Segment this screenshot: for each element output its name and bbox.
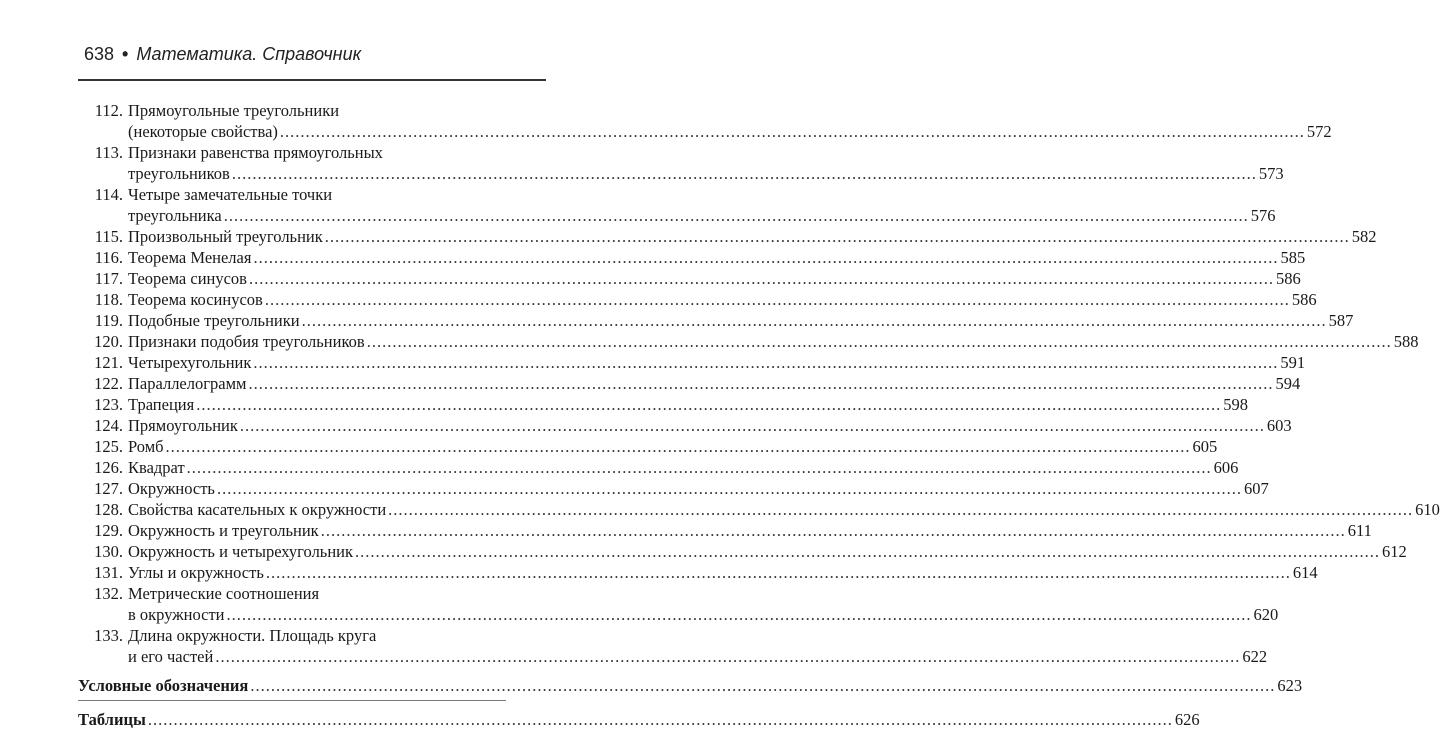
toc-entry-title: треугольников: [128, 164, 230, 183]
toc-entry-title: Свойства касательных к окружности: [128, 500, 387, 519]
header-rule: [78, 79, 546, 81]
toc-entry: [78, 184, 1276, 226]
dot-leader: ........................................................................................................................................................................................................: [216, 479, 1242, 498]
dot-leader: ........................................................................................................................................................................................................: [186, 458, 1212, 477]
toc-entry-number: 122.: [94, 374, 123, 393]
toc-entry: [78, 331, 1419, 352]
toc-entry-number: 120.: [94, 332, 123, 351]
toc-entry-title: Теорема косинусов: [128, 290, 263, 309]
toc-entry: [78, 478, 1269, 499]
toc-entry-page: 598: [1223, 395, 1248, 414]
toc-entry-number: 116.: [94, 248, 123, 267]
toc-entry-title: Квадрат: [128, 458, 185, 477]
toc-entry-page: 611: [1347, 521, 1372, 540]
dot-leader: ........................................................................................................................................................................................................: [248, 269, 1274, 288]
section-divider: [78, 700, 506, 701]
page-number: 638: [84, 44, 115, 64]
toc-entry: [78, 247, 1306, 268]
toc-entry-title: Прямоугольные треугольники: [128, 101, 340, 120]
toc-entry-page: 572: [1306, 122, 1332, 141]
toc-entry-number: 113.: [94, 143, 123, 162]
dot-leader: ........................................................................................................................................................................................................: [264, 290, 1290, 309]
toc-entry-title: Четыре замечательные точки: [128, 185, 333, 204]
toc-entry-page: 573: [1258, 164, 1284, 183]
toc-entry-title: (некоторые свойства): [128, 122, 278, 141]
toc-entry-title: Подобные треугольники: [128, 311, 300, 330]
toc-entry: [78, 520, 1372, 541]
dot-leader: ........................................................................................................................................................................................................: [388, 500, 1414, 519]
toc-section: [78, 675, 1303, 696]
toc-section-page: 626: [1174, 710, 1200, 729]
toc-entry-title: Признаки подобия треугольников: [128, 332, 365, 351]
toc-entry: [78, 289, 1317, 310]
toc-entry: [78, 541, 1407, 562]
toc-entry-number: 119.: [94, 311, 123, 330]
header-bullet: •: [122, 44, 129, 64]
toc-entry-number: 133.: [94, 626, 123, 645]
toc-entry-title: Углы и окружность: [128, 563, 264, 582]
toc-entry: [78, 142, 1284, 184]
toc-entry: [78, 583, 1279, 625]
dot-leader: ........................................................................................................................................................................................................: [239, 416, 1265, 435]
toc-entry: [78, 226, 1377, 247]
toc-entry: [78, 394, 1248, 415]
toc-entry: [78, 562, 1318, 583]
dot-leader: ........................................................................................................................................................................................................: [320, 521, 1346, 540]
toc-entry-number: 126.: [94, 458, 123, 477]
dot-leader: ........................................................................................................................................................................................................: [165, 437, 1191, 456]
toc-entry-title: Окружность и четырехугольник: [128, 542, 353, 561]
dot-leader: ........................................................................................................................................................................................................: [253, 353, 1279, 372]
toc-entry: [78, 352, 1306, 373]
toc-entry-number: 130.: [94, 542, 123, 561]
toc-entry: [78, 499, 1440, 520]
toc-entry-title: Признаки равенства прямоугольных: [128, 143, 383, 162]
toc-entry-number: 123.: [94, 395, 123, 414]
toc-section: [78, 709, 1200, 730]
toc-entry: [78, 415, 1292, 436]
dot-leader: ........................................................................................................................................................................................................: [248, 374, 1274, 393]
toc-entry-title: Трапеция: [128, 395, 195, 414]
toc-entry-page: 606: [1213, 458, 1239, 477]
toc-entry-title: Теорема Менелая: [128, 248, 252, 267]
dot-leader: ........................................................................................................................................................................................................: [279, 122, 1305, 141]
toc-entry-title: Ромб: [128, 437, 164, 456]
toc-entry: [78, 625, 1268, 667]
toc-entry-number: 132.: [94, 584, 123, 603]
toc-entry-title: Метрические соотношения: [128, 584, 320, 603]
toc-entry-number: 131.: [94, 563, 123, 582]
dot-leader: ........................................................................................................................................................................................................: [231, 164, 1257, 183]
dot-leader: ........................................................................................................................................................................................................: [355, 542, 1380, 561]
toc-entry-page: 591: [1280, 353, 1306, 372]
toc-entry-page: 605: [1192, 437, 1218, 456]
toc-entry-title: в окружности: [128, 605, 225, 624]
toc-entry-page: 576: [1250, 206, 1276, 225]
dot-leader: ........................................................................................................................................................................................................: [324, 227, 1350, 246]
toc-entry-title: Четырехугольник: [128, 353, 252, 372]
toc-entry-page: 587: [1328, 311, 1354, 330]
toc-section-page: 623: [1277, 676, 1303, 695]
dot-leader: ........................................................................................................................................................................................................: [301, 311, 1327, 330]
toc-entry-page: 612: [1382, 542, 1407, 561]
toc-entry: [78, 310, 1354, 331]
toc-entry-number: 121.: [94, 353, 123, 372]
dot-leader: ........................................................................................................................................................................................................: [147, 710, 1173, 729]
toc-entry-page: 610: [1415, 500, 1440, 519]
toc-section-title: Условные обозначения: [78, 676, 249, 695]
toc-entry-page: 586: [1291, 290, 1317, 309]
toc-entry-page: 603: [1266, 416, 1292, 435]
dot-leader: ........................................................................................................................................................................................................: [250, 676, 1276, 695]
toc-entry-page: 607: [1243, 479, 1269, 498]
toc-entry: [78, 373, 1301, 394]
toc-entry-title: Прямоугольник: [128, 416, 238, 435]
dot-leader: ........................................................................................................................................................................................................: [265, 563, 1291, 582]
toc-entry-page: 588: [1393, 332, 1419, 351]
dot-leader: ........................................................................................................................................................................................................: [215, 647, 1241, 666]
toc-entry-number: 117.: [94, 269, 123, 288]
toc-entry: [78, 268, 1301, 289]
toc-entry: [78, 100, 1332, 142]
dot-leader: ........................................................................................................................................................................................................: [253, 248, 1279, 267]
toc-entry-number: 129.: [94, 521, 123, 540]
toc-entry-title: треугольника: [128, 206, 222, 225]
dot-leader: ........................................................................................................................................................................................................: [223, 206, 1249, 225]
toc-entry-title: Окружность: [128, 479, 215, 498]
toc-entry-number: 114.: [94, 185, 123, 204]
dot-leader: ........................................................................................................................................................................................................: [226, 605, 1252, 624]
toc-entry-title: Параллелограмм: [128, 374, 247, 393]
toc-entry-page: 594: [1275, 374, 1301, 393]
toc-entry-number: 118.: [94, 290, 123, 309]
toc-entry: [78, 436, 1218, 457]
toc-entry-title: Теорема синусов: [128, 269, 247, 288]
toc-section-title: Таблицы: [78, 710, 146, 729]
toc-entry-number: 115.: [94, 227, 123, 246]
toc-entry-page: 620: [1253, 605, 1279, 624]
dot-leader: ........................................................................................................................................................................................................: [196, 395, 1222, 414]
toc-entry-page: 614: [1292, 563, 1318, 582]
toc-entry-page: 586: [1275, 269, 1301, 288]
table-of-contents: [78, 100, 1440, 730]
toc-entry-number: 128.: [94, 500, 123, 519]
toc-entry-page: 585: [1280, 248, 1306, 267]
dot-leader: ........................................................................................................................................................................................................: [366, 332, 1392, 351]
toc-entry-page: 582: [1351, 227, 1377, 246]
toc-entry-number: 127.: [94, 479, 123, 498]
toc-entry: [78, 457, 1239, 478]
toc-entry-number: 124.: [94, 416, 123, 435]
toc-entry-title: и его частей: [128, 647, 214, 666]
book-title: Математика. Справочник: [136, 44, 362, 64]
toc-entry-title: Длина окружности. Площадь круга: [128, 626, 377, 645]
toc-entry-title: Произвольный треугольник: [128, 227, 323, 246]
toc-entry-number: 112.: [94, 101, 123, 120]
running-header: [84, 44, 560, 65]
toc-entry-number: 125.: [94, 437, 123, 456]
toc-entry-title: Окружность и треугольник: [128, 521, 319, 540]
toc-entry-page: 622: [1242, 647, 1268, 666]
